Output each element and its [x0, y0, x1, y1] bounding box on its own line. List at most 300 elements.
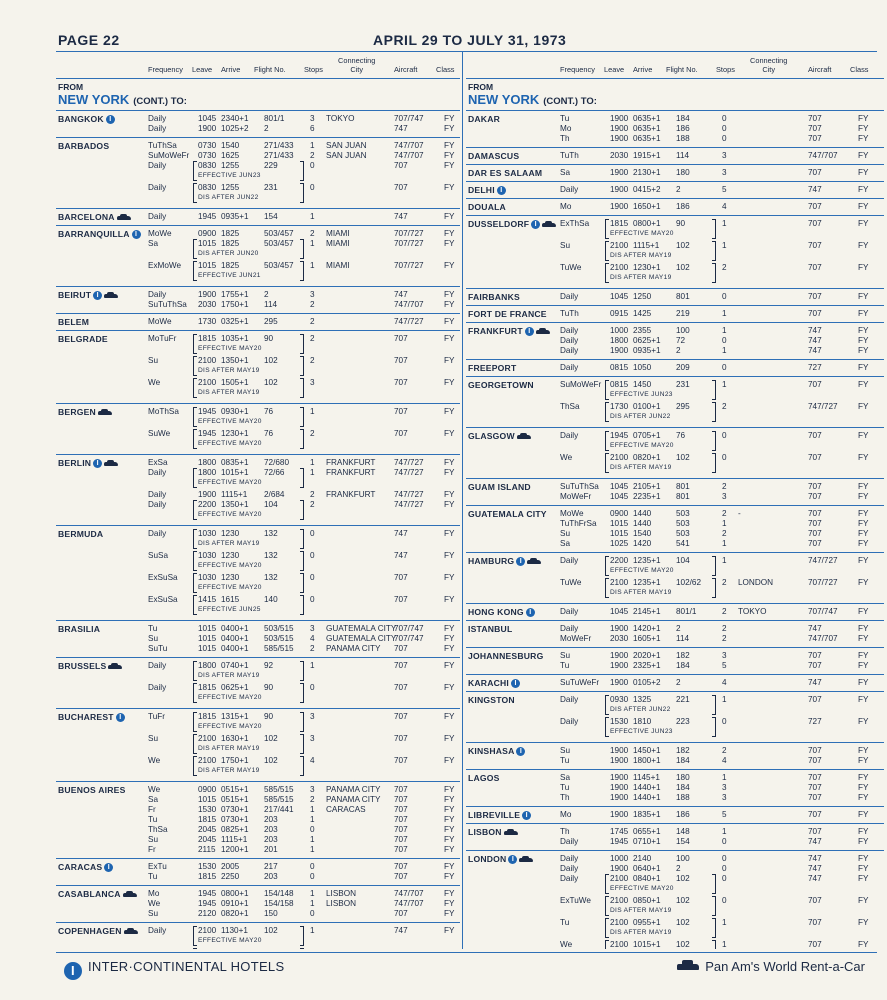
cell-leave: 1415 [198, 595, 217, 604]
cell-flight-number: 100 [676, 854, 690, 863]
cell-flight-number: 154 [264, 212, 278, 221]
header-stops: Stops [304, 65, 323, 74]
cell-flight-number: 132 [264, 529, 278, 538]
destination-block [466, 305, 884, 322]
cell-flight-number: 2 [264, 124, 269, 133]
hotel-icon: I [531, 220, 540, 229]
cell-class: FY [444, 429, 455, 438]
cell-class: FY [444, 212, 455, 221]
cell-leave: 1000 [610, 326, 629, 335]
flight-row [56, 634, 460, 644]
cell-class: FY [858, 453, 869, 462]
cell-aircraft: 707 [808, 431, 822, 440]
schedule-note: EFFECTIVE MAY20 [610, 442, 674, 449]
cell-stops: 1 [722, 556, 727, 565]
cell-aircraft: 707 [394, 825, 408, 834]
cell-connecting-city: FRANKFURT [326, 458, 376, 467]
origin-suffix: (CONT.) TO: [543, 96, 597, 107]
flight-row [466, 864, 884, 874]
cell-arrive: 1255 [221, 183, 240, 192]
cell-stops: 2 [310, 500, 315, 509]
destination-label: BERMUDA [58, 529, 104, 539]
header-frequency: Frequency [148, 65, 183, 74]
cell-flight-number: 72 [676, 336, 686, 345]
destination-label: JOHANNESBURG [468, 651, 544, 661]
bracket-left [193, 356, 197, 376]
flight-rows [466, 851, 884, 949]
cell-stops: 2 [310, 300, 315, 309]
hotel-icon: I [132, 230, 141, 239]
cell-class: FY [858, 509, 869, 518]
cell-arrive: 1440+1 [633, 793, 661, 802]
cell-stops: 1 [310, 261, 315, 270]
cell-arrive: 0625+1 [633, 336, 661, 345]
cell-arrive: 0400+1 [221, 624, 249, 633]
flight-rows [466, 289, 884, 305]
origin-line [58, 92, 460, 107]
destination-label: LONDON [468, 854, 507, 864]
cell-arrive: 0400+1 [221, 634, 249, 643]
cell-leave: 2100 [610, 940, 629, 949]
cell-aircraft: 747 [808, 185, 822, 194]
destination-block [466, 850, 884, 949]
cell-class: FY [444, 151, 455, 160]
cell-stops: 1 [722, 827, 727, 836]
cell-leave: 1900 [610, 810, 629, 819]
cell-leave: 1945 [610, 837, 629, 846]
cell-class: FY [858, 363, 869, 372]
flight-row [56, 862, 460, 872]
footer-car-text: Pan Am's World Rent-a-Car [705, 959, 865, 974]
cell-connecting-city: TOKYO [738, 607, 767, 616]
cell-flight-number: 76 [676, 431, 686, 440]
bracket-right [300, 661, 304, 681]
flight-row [466, 624, 884, 634]
cell-aircraft: 707 [808, 509, 822, 518]
cell-frequency: We [560, 453, 573, 462]
cell-arrive: 0820+1 [633, 453, 661, 462]
cell-stops: 4 [722, 202, 727, 211]
flight-row [466, 492, 884, 502]
cell-frequency: Daily [560, 624, 579, 633]
flight-rows [466, 148, 884, 164]
cell-connecting-city: FRANKFURT [326, 490, 376, 499]
destination-block [56, 525, 460, 620]
cell-arrive: 2340+1 [221, 114, 249, 123]
cell-flight-number: 102 [264, 378, 278, 387]
cell-aircraft: 707/747 [394, 624, 424, 633]
destination-block [466, 288, 884, 305]
cell-frequency: Tu [560, 783, 570, 792]
from-label: FROM [468, 82, 494, 92]
cell-arrive: 1115+1 [633, 241, 660, 250]
cell-flight-number: 2 [264, 290, 269, 299]
cell-stops: 0 [722, 854, 727, 863]
flight-row [56, 825, 460, 835]
cell-flight-number: 503/457 [264, 239, 294, 248]
cell-aircraft: 707 [808, 529, 822, 538]
cell-class: FY [444, 378, 455, 387]
cell-frequency: Daily [560, 837, 579, 846]
bracket-right [712, 219, 716, 239]
cell-class: FY [858, 519, 869, 528]
flight-rows [56, 404, 460, 454]
cell-leave: 2100 [198, 734, 217, 743]
cell-frequency: MoTuFr [148, 334, 177, 343]
cell-stops: 2 [310, 151, 315, 160]
cell-class: FY [858, 874, 869, 883]
cell-stops: 1 [722, 219, 727, 228]
flight-rows [466, 743, 884, 769]
cell-class: FY [858, 837, 869, 846]
destination-label: BUCHAREST [58, 712, 114, 722]
cell-aircraft: 707 [394, 183, 408, 192]
cell-stops: 1 [722, 539, 727, 548]
destination-label: BELEM [58, 317, 90, 327]
cell-flight-number: 100 [676, 326, 690, 335]
cell-class: FY [858, 402, 869, 411]
destination-label: BARCELONA [58, 212, 115, 222]
cell-leave [198, 948, 216, 949]
cell-leave: 2030 [610, 634, 629, 643]
cell-arrive: 0710+1 [633, 837, 661, 846]
cell-class: FY [858, 607, 869, 616]
cell-leave: 1900 [610, 793, 629, 802]
hotel-icon: I [93, 291, 102, 300]
cell-leave: 1900 [610, 773, 629, 782]
cell-aircraft: 747/707 [394, 889, 424, 898]
cell-class: FY [858, 578, 869, 587]
cell-frequency: Fr [148, 805, 156, 814]
cell-class: FY [444, 551, 455, 560]
cell-arrive: 1540 [221, 141, 240, 150]
schedule-note: EFFECTIVE JUN25 [198, 606, 261, 613]
bracket-right [712, 380, 716, 400]
cell-flight-number: 102 [676, 241, 690, 250]
cell-flight-number: 90 [676, 219, 686, 228]
cell-aircraft: 707 [808, 783, 822, 792]
cell-aircraft: 707/747 [394, 634, 424, 643]
schedule-note: EFFECTIVE MAY20 [198, 562, 262, 569]
hotel-icon: I [525, 327, 534, 336]
cell-leave: 0730 [198, 151, 217, 160]
destination-block [56, 110, 460, 137]
cell-class: FY [444, 356, 455, 365]
cell-frequency: Th [560, 134, 570, 143]
cell-flight-number: 201 [264, 845, 278, 854]
cell-stops: 3 [310, 734, 315, 743]
cell-flight-number: 184 [676, 661, 690, 670]
header-connecting: Connecting [338, 56, 376, 65]
cell-class: FY [444, 239, 455, 248]
bracket-left [193, 378, 197, 398]
cell-arrive: 1440 [633, 519, 652, 528]
cell-leave: 1045 [610, 492, 629, 501]
from-label: FROM [58, 82, 84, 92]
cell-leave: 1900 [198, 290, 217, 299]
cell-arrive: 2020+1 [633, 651, 661, 660]
cell-arrive: 0635+1 [633, 124, 661, 133]
cell-stops: 3 [310, 378, 315, 387]
cell-aircraft: 707 [808, 756, 822, 765]
origin-suffix: (CONT.) TO: [133, 96, 187, 107]
bracket-right [300, 378, 304, 398]
cell-connecting-city: PANAMA CITY [326, 785, 381, 794]
cell-flight-number: 154 [676, 837, 690, 846]
destination-block [56, 657, 460, 708]
flight-rows [466, 216, 884, 288]
cell-arrive: 1505+1 [221, 378, 249, 387]
cell-arrive: 2145+1 [633, 607, 661, 616]
cell-class: FY [444, 500, 455, 509]
cell-aircraft: 707/727 [394, 239, 424, 248]
cell-frequency: We [148, 899, 161, 908]
cell-flight-number: 541 [676, 539, 690, 548]
cell-leave: 0930 [610, 695, 629, 704]
flight-rows [466, 648, 884, 674]
cell-leave: 1900 [610, 168, 629, 177]
cell-stops: 3 [722, 492, 727, 501]
cell-frequency: Daily [148, 114, 167, 123]
cell-arrive: 0635+1 [633, 134, 661, 143]
cell-stops: 1 [722, 918, 727, 927]
hotel-icon: I [522, 811, 531, 820]
destination-label: DAR ES SALAAM [468, 168, 543, 178]
bracket-left [605, 918, 609, 938]
cell-arrive: 0325+1 [221, 317, 249, 326]
cell-aircraft: 707 [394, 378, 408, 387]
cell-leave: 2100 [610, 263, 629, 272]
origin-line [468, 92, 884, 107]
cell-leave: 2200 [198, 500, 217, 509]
cell-arrive: 1325 [633, 695, 652, 704]
flight-rows [466, 506, 884, 552]
cell-arrive: 1115+1 [221, 490, 248, 499]
cell-flight-number: 503 [676, 509, 690, 518]
cell-leave: 1730 [610, 402, 629, 411]
flight-row [56, 161, 460, 183]
cell-flight-number: 2/684 [264, 490, 285, 499]
flight-row [466, 263, 884, 285]
cell-leave: 0900 [198, 785, 217, 794]
flight-row [466, 309, 884, 319]
cell-class: FY [858, 695, 869, 704]
flight-row [466, 292, 884, 302]
cell-aircraft: 707 [394, 845, 408, 854]
flight-row [466, 918, 884, 940]
cell-leave: 1815 [198, 334, 217, 343]
cell-class: FY [444, 124, 455, 133]
flight-row [466, 896, 884, 918]
cell-frequency: Mo [560, 124, 572, 133]
cell-leave: 1945 [198, 429, 217, 438]
bracket-right [712, 695, 716, 715]
cell-frequency: TuWe [560, 263, 582, 272]
flight-row [466, 219, 884, 241]
cell-leave: 2045 [198, 825, 217, 834]
hotel-icon: I [516, 747, 525, 756]
destination-label: BANGKOK [58, 114, 104, 124]
flight-row [56, 229, 460, 239]
cell-flight-number: 2 [676, 678, 681, 687]
cell-class: FY [858, 263, 869, 272]
bracket-left [193, 683, 197, 703]
cell-aircraft: 707/727 [394, 229, 424, 238]
cell-connecting-city: PANAMA CITY [326, 795, 381, 804]
right-column [466, 52, 884, 949]
cell-arrive: 1650+1 [633, 202, 661, 211]
cell-flight-number: 104 [264, 500, 278, 509]
destination-block [466, 322, 884, 359]
destination-label: LAGOS [468, 773, 500, 783]
cell-leave: 1900 [610, 346, 629, 355]
cell-class: FY [444, 529, 455, 538]
cell-flight-number: 186 [676, 124, 690, 133]
schedule-note: DIS AFTER MAY19 [610, 589, 672, 596]
cell-class: FY [858, 380, 869, 389]
cell-flight-number: 182 [676, 651, 690, 660]
cell-frequency: Daily [148, 290, 167, 299]
cell-class: FY [444, 114, 455, 123]
cell-stops: 2 [722, 402, 727, 411]
cell-leave: 1800 [610, 336, 629, 345]
cell-stops: 0 [722, 124, 727, 133]
flight-row [56, 151, 460, 161]
cell-frequency: Tu [148, 624, 158, 633]
cell-leave: 1815 [198, 872, 217, 881]
cell-frequency: Mo [560, 810, 572, 819]
cell-frequency: Su [148, 909, 159, 918]
cell-arrive: 1825 [221, 261, 240, 270]
cell-arrive: 1350+1 [221, 500, 249, 509]
cell-frequency: We [148, 756, 161, 765]
footer-hotels-text: INTER·CONTINENTAL HOTELS [88, 959, 285, 974]
cell-class: FY [444, 458, 455, 467]
bracket-left [193, 529, 197, 549]
cell-flight-number: 801 [676, 492, 690, 501]
flight-row [56, 141, 460, 151]
cell-arrive: 2005 [221, 862, 240, 871]
destination-label: FREEPORT [468, 363, 517, 373]
cell-stops: 4 [310, 634, 315, 643]
cell-arrive: 1825 [221, 229, 240, 238]
header-connecting-city [750, 56, 787, 74]
destination-label: DOUALA [468, 202, 506, 212]
cell-leave: 1900 [610, 756, 629, 765]
cell-flight-number: 72/680 [264, 458, 290, 467]
flight-row [466, 529, 884, 539]
cell-leave: 2030 [198, 300, 217, 309]
flight-rows [56, 287, 460, 313]
flight-row [466, 346, 884, 356]
cell-aircraft: 747/707 [808, 634, 838, 643]
bracket-right [300, 261, 304, 281]
cell-class: FY [858, 854, 869, 863]
footer-hotels-legend [64, 959, 284, 980]
schedule-note: EFFECTIVE JUN23 [610, 728, 673, 735]
bracket-left [193, 261, 197, 281]
destination-label: GUAM ISLAND [468, 482, 531, 492]
flight-row [56, 712, 460, 734]
bracket-left [193, 500, 197, 520]
cell-flight-number: 801 [676, 292, 690, 301]
schedule-note: EFFECTIVE MAY20 [198, 694, 262, 701]
cell-class: FY [444, 785, 455, 794]
bracket-left [193, 429, 197, 449]
bracket-right [712, 940, 716, 949]
cell-class: FY [858, 746, 869, 755]
cell-leave: 1900 [610, 624, 629, 633]
cell-leave: 1015 [198, 239, 217, 248]
cell-leave: 1530 [198, 805, 217, 814]
cell-connecting-city: FRANKFURT [326, 468, 376, 477]
destination-block [466, 147, 884, 164]
flight-row [56, 183, 460, 205]
bracket-left [605, 219, 609, 239]
schedule-note: EFFECTIVE JUN23 [198, 172, 261, 179]
cell-stops: 5 [722, 185, 727, 194]
cell-arrive: 1230 [221, 573, 240, 582]
cell-arrive: 1235+1 [633, 556, 661, 565]
cell-flight-number: 154/148 [264, 889, 294, 898]
cell-frequency: SuTuThSa [148, 300, 187, 309]
cell-arrive: 1115+1 [221, 835, 248, 844]
cell-stops: 1 [310, 407, 315, 416]
cell-class: FY [444, 926, 455, 935]
bracket-left [605, 431, 609, 451]
bracket-right [300, 948, 304, 949]
cell-arrive: 1015+1 [221, 468, 249, 477]
flight-rows [56, 621, 460, 657]
cell-stops: 1 [310, 805, 315, 814]
flight-row [56, 624, 460, 634]
cell-flight-number: 231 [676, 380, 690, 389]
cell-frequency: TuWe [560, 578, 582, 587]
cell-class: FY [858, 556, 869, 565]
cell-flight-number: 76 [264, 429, 274, 438]
cell-class: FY [858, 134, 869, 143]
flight-row [466, 519, 884, 529]
cell-aircraft: 747/707 [394, 141, 424, 150]
cell-flight-number: 180 [676, 773, 690, 782]
cell-frequency: ThSa [148, 825, 168, 834]
cell-class: FY [444, 407, 455, 416]
cell-stops: 0 [722, 431, 727, 440]
cell-frequency: Daily [560, 326, 579, 335]
flight-rows [466, 360, 884, 376]
cell-stops: 3 [722, 651, 727, 660]
cell-frequency: Daily [560, 363, 579, 372]
cell-stops: 1 [722, 519, 727, 528]
cell-stops: 1 [722, 380, 727, 389]
cell-frequency: Daily [148, 212, 167, 221]
cell-frequency: Daily [560, 556, 579, 565]
cell-frequency: MoWeFr [560, 492, 592, 501]
cell-frequency: ExTu [148, 862, 167, 871]
destination-block [56, 286, 460, 313]
cell-flight-number: 2 [676, 185, 681, 194]
cell-flight-number: 184 [676, 756, 690, 765]
cell-frequency: Daily [148, 661, 167, 670]
bracket-right [300, 468, 304, 488]
flight-rows [56, 859, 460, 885]
cell-leave: 1015 [198, 795, 217, 804]
cell-connecting-city: SAN JUAN [326, 141, 367, 150]
flight-row [56, 490, 460, 500]
page-date-range: APRIL 29 TO JULY 31, 1973 [373, 32, 567, 48]
bracket-left [193, 551, 197, 571]
cell-leave: 0815 [610, 363, 629, 372]
